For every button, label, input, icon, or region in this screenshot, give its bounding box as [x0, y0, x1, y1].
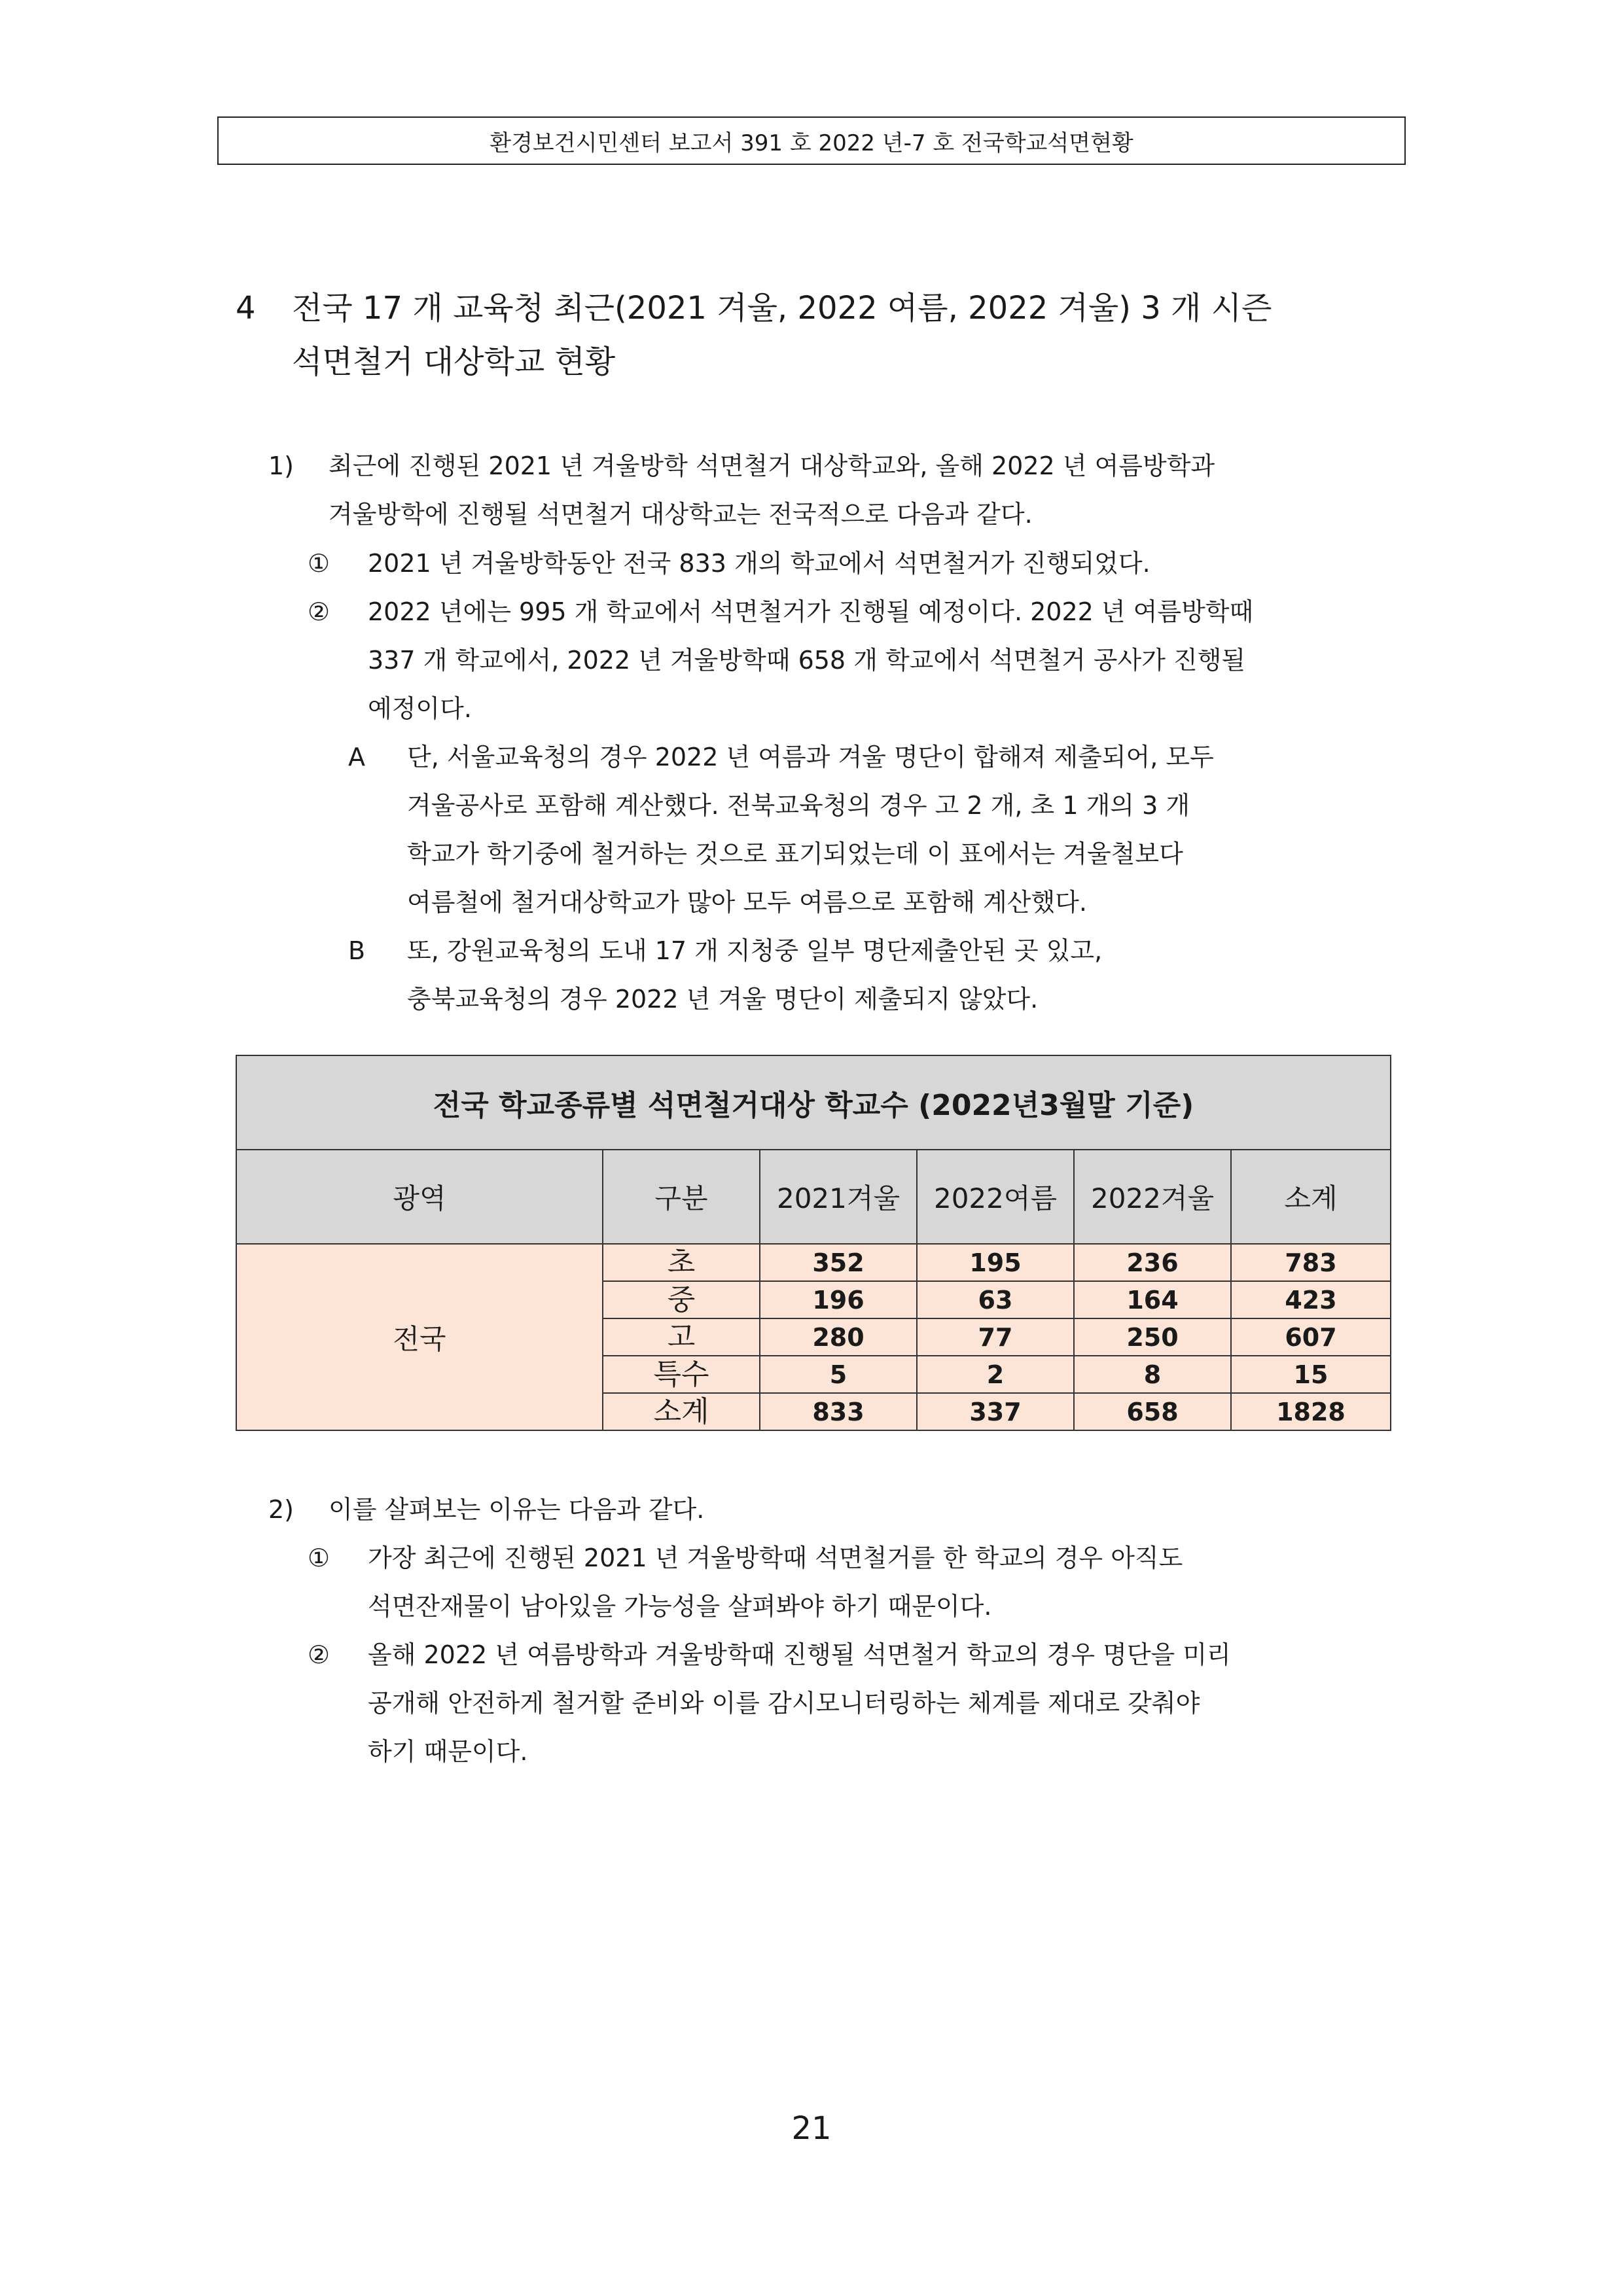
- paragraph-1-marker: 1): [268, 451, 294, 480]
- section-title-line2: 석면철거 대상학교 현황: [292, 344, 616, 380]
- cell-value: 8: [1074, 1356, 1231, 1393]
- row-label: 초: [603, 1244, 760, 1281]
- header-2022-winter: 2022겨울: [1074, 1150, 1231, 1244]
- cell-value: 607: [1231, 1318, 1391, 1356]
- note-a-line1: 단, 서울교육청의 경우 2022 년 여름과 겨울 명단이 합해져 제출되어, 모두: [407, 743, 1214, 771]
- cell-value: 658: [1074, 1393, 1231, 1430]
- item-2-1-line1: 가장 최근에 진행된 2021 년 겨울방학때 석면철거를 한 학교의 경우 아직도: [368, 1544, 1183, 1572]
- item-1-1: [308, 539, 1150, 588]
- cell-value: 423: [1231, 1281, 1391, 1318]
- note-a-marker: A: [348, 743, 365, 771]
- note-a-line4: 여름철에 철거대상학교가 많아 모두 여름으로 포함해 계산했다.: [407, 888, 1087, 917]
- cell-value: 2: [917, 1356, 1074, 1393]
- data-table: [236, 1055, 1391, 1431]
- cell-value: 250: [1074, 1318, 1231, 1356]
- note-b-line1: 또, 강원교육청의 도내 17 개 지청중 일부 명단제출안된 곳 있고,: [407, 936, 1103, 965]
- cell-value: 77: [917, 1318, 1074, 1356]
- paragraph-2-marker: 2): [268, 1495, 294, 1524]
- note-b-line2: 충북교육청의 경우 2022 년 겨울 명단이 제출되지 않았다.: [407, 985, 1039, 1014]
- item-1-1-marker: ①: [308, 549, 330, 578]
- paragraph-1-line2: 겨울방학에 진행될 석면철거 대상학교는 전국적으로 다음과 같다.: [329, 500, 1033, 529]
- cell-value: 352: [760, 1244, 917, 1281]
- item-1-2: [308, 588, 1253, 733]
- row-label: 소계: [603, 1393, 760, 1430]
- cell-value: 337: [917, 1393, 1074, 1430]
- header-2022-summer: 2022여름: [917, 1150, 1074, 1244]
- cell-value: 63: [917, 1281, 1074, 1318]
- cell-value: 1828: [1231, 1393, 1391, 1430]
- paragraph-1-line1: 최근에 진행된 2021 년 겨울방학 석면철거 대상학교와, 올해 2022 년 여름방학과: [329, 451, 1215, 480]
- cell-value: 196: [760, 1281, 917, 1318]
- region-cell: 전국: [236, 1244, 603, 1430]
- table-row: [236, 1244, 1391, 1281]
- note-a: [348, 733, 1214, 927]
- cell-value: 15: [1231, 1356, 1391, 1393]
- cell-value: 833: [760, 1393, 917, 1430]
- row-label: 고: [603, 1318, 760, 1356]
- header-2021-winter: 2021겨울: [760, 1150, 917, 1244]
- cell-value: 280: [760, 1318, 917, 1356]
- header-category: 구분: [603, 1150, 760, 1244]
- note-b-marker: B: [348, 936, 366, 965]
- item-2-1: [308, 1534, 1183, 1631]
- row-label: 중: [603, 1281, 760, 1318]
- item-2-2-marker: ②: [308, 1640, 330, 1669]
- section-number: 4: [236, 290, 256, 327]
- item-1-2-line1: 2022 년에는 995 개 학교에서 석면철거가 진행될 예정이다. 2022 년 여름방학때: [368, 597, 1254, 626]
- item-1-2-line2: 337 개 학교에서, 2022 년 겨울방학때 658 개 학교에서 석면철거 공사가 진행될: [368, 646, 1246, 675]
- cell-value: 236: [1074, 1244, 1231, 1281]
- item-1-2-line3: 예정이다.: [368, 694, 472, 723]
- cell-value: 783: [1231, 1244, 1391, 1281]
- item-2-2: [308, 1631, 1231, 1776]
- report-header: 환경보건시민센터 보고서 391 호 2022 년-7 호 전국학교석면현황: [217, 116, 1406, 165]
- row-label: 특수: [603, 1356, 760, 1393]
- note-b: [348, 927, 1102, 1023]
- school-count-table: [236, 1055, 1390, 1431]
- paragraph-2: [268, 1485, 704, 1534]
- item-2-2-line1: 올해 2022 년 여름방학과 겨울방학때 진행될 석면철거 학교의 경우 명단을 미리: [368, 1640, 1231, 1669]
- item-2-2-line2: 공개해 안전하게 철거할 준비와 이를 감시모니터링하는 체계를 제대로 갖춰야: [368, 1689, 1200, 1718]
- table-title: 전국 학교종류별 석면철거대상 학교수 (2022년3월말 기준): [236, 1055, 1391, 1150]
- header-region: 광역: [236, 1150, 603, 1244]
- cell-value: 195: [917, 1244, 1074, 1281]
- item-1-2-marker: ②: [308, 597, 330, 626]
- item-2-2-line3: 하기 때문이다.: [368, 1737, 528, 1766]
- table-header-row: [236, 1150, 1391, 1244]
- header-subtotal: 소계: [1231, 1150, 1391, 1244]
- item-1-1-line1: 2021 년 겨울방학동안 전국 833 개의 학교에서 석면철거가 진행되었다.: [368, 549, 1150, 578]
- page-number: 21: [791, 2110, 832, 2147]
- cell-value: 5: [760, 1356, 917, 1393]
- section-title-line1: 전국 17 개 교육청 최근(2021 겨울, 2022 여름, 2022 겨울) 3 개 시즌: [292, 290, 1272, 327]
- section-title: [236, 281, 1272, 389]
- item-2-1-line2: 석면잔재물이 남아있을 가능성을 살펴봐야 하기 때문이다.: [368, 1592, 992, 1621]
- cell-value: 164: [1074, 1281, 1231, 1318]
- note-a-line3: 학교가 학기중에 철거하는 것으로 표기되었는데 이 표에서는 겨울철보다: [407, 839, 1183, 868]
- paragraph-2-line1: 이를 살펴보는 이유는 다음과 같다.: [329, 1495, 705, 1524]
- item-2-1-marker: ①: [308, 1544, 330, 1572]
- note-a-line2: 겨울공사로 포함해 계산했다. 전북교육청의 경우 고 2 개, 초 1 개의 3 개: [407, 791, 1190, 820]
- paragraph-1: [268, 442, 1215, 539]
